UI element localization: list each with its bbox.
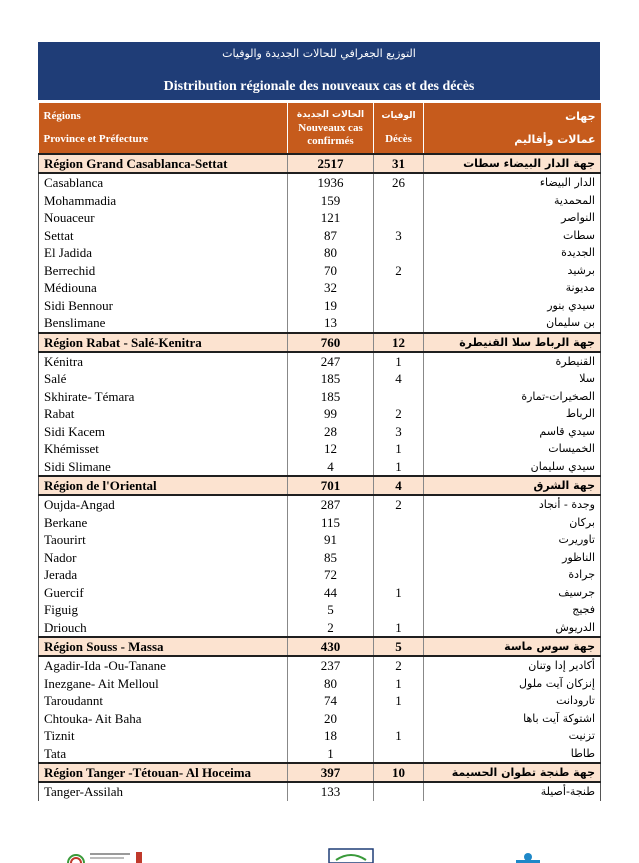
province-row bbox=[39, 227, 601, 245]
name-arabic-cell: الرباط bbox=[424, 405, 601, 423]
name-cell: Settat bbox=[39, 227, 288, 245]
name-arabic-cell: الصخيرات-تمارة bbox=[424, 388, 601, 406]
title-french: Distribution régionale des nouveaux cas et des décès bbox=[163, 79, 475, 94]
cases-cell: 74 bbox=[288, 692, 374, 710]
name-arabic-cell: سيدي بنور bbox=[424, 297, 601, 315]
name-arabic-cell: النواصر bbox=[424, 209, 601, 227]
deaths-cell: 1 bbox=[374, 440, 424, 458]
name-cell: Guercif bbox=[39, 584, 288, 602]
header-new-cases: الحالات الجديدة Nouveaux cas confirmés bbox=[288, 103, 374, 154]
deaths-cell bbox=[374, 209, 424, 227]
name-cell: Tiznit bbox=[39, 727, 288, 745]
name-arabic-cell: وجدة - أنجاد bbox=[424, 495, 601, 514]
province-row bbox=[39, 279, 601, 297]
name-cell: Casablanca bbox=[39, 173, 288, 192]
header-regions-arabic: جهات عمالات وأقاليم bbox=[424, 103, 601, 154]
deaths-cell: 1 bbox=[374, 352, 424, 371]
regional-distribution-table bbox=[38, 103, 601, 801]
name-arabic-cell: تارودانت bbox=[424, 692, 601, 710]
deaths-cell: 2 bbox=[374, 405, 424, 423]
name-arabic-cell: أكادير إدا وتنان bbox=[424, 656, 601, 675]
deaths-cell: 2 bbox=[374, 495, 424, 514]
name-arabic-cell: جهة طنجة تطوان الحسيمة bbox=[424, 763, 601, 782]
header-deaths: الوفيات Décès bbox=[374, 103, 424, 154]
province-row bbox=[39, 514, 601, 532]
province-row bbox=[39, 370, 601, 388]
deaths-cell: 1 bbox=[374, 692, 424, 710]
name-cell: Khémisset bbox=[39, 440, 288, 458]
name-arabic-cell: طنجة-أصيلة bbox=[424, 782, 601, 801]
name-arabic-cell: الناظور bbox=[424, 549, 601, 567]
cases-cell: 237 bbox=[288, 656, 374, 675]
name-arabic-cell: الخميسات bbox=[424, 440, 601, 458]
name-cell: Région Grand Casablanca-Settat bbox=[39, 154, 288, 173]
cases-cell: 121 bbox=[288, 209, 374, 227]
name-cell: Oujda-Angad bbox=[39, 495, 288, 514]
partner-logo-icon bbox=[508, 848, 548, 863]
province-row bbox=[39, 297, 601, 315]
province-row bbox=[39, 173, 601, 192]
province-row bbox=[39, 495, 601, 514]
name-cell: Taroudannt bbox=[39, 692, 288, 710]
name-cell: Jerada bbox=[39, 566, 288, 584]
cases-cell: 85 bbox=[288, 549, 374, 567]
cases-cell: 80 bbox=[288, 244, 374, 262]
ministry-logo-icon bbox=[62, 848, 152, 863]
name-arabic-cell: جهة سوس ماسة bbox=[424, 637, 601, 656]
deaths-cell bbox=[374, 745, 424, 764]
name-arabic-cell: فجيج bbox=[424, 601, 601, 619]
province-row bbox=[39, 727, 601, 745]
deaths-cell bbox=[374, 244, 424, 262]
province-row bbox=[39, 619, 601, 638]
name-arabic-cell: المحمدية bbox=[424, 192, 601, 210]
deaths-cell: 4 bbox=[374, 476, 424, 495]
deaths-cell bbox=[374, 782, 424, 801]
region-row bbox=[39, 763, 601, 782]
cases-cell: 20 bbox=[288, 710, 374, 728]
cases-cell: 2 bbox=[288, 619, 374, 638]
cases-cell: 185 bbox=[288, 388, 374, 406]
province-row bbox=[39, 458, 601, 477]
deaths-cell bbox=[374, 192, 424, 210]
deaths-cell bbox=[374, 514, 424, 532]
province-row bbox=[39, 244, 601, 262]
name-arabic-cell: برشيد bbox=[424, 262, 601, 280]
cases-cell: 760 bbox=[288, 333, 374, 352]
province-row bbox=[39, 405, 601, 423]
province-row bbox=[39, 710, 601, 728]
deaths-cell bbox=[374, 549, 424, 567]
cases-cell: 4 bbox=[288, 458, 374, 477]
name-arabic-cell: سطات bbox=[424, 227, 601, 245]
region-row bbox=[39, 476, 601, 495]
name-cell: Benslimane bbox=[39, 314, 288, 333]
province-row bbox=[39, 782, 601, 801]
deaths-cell bbox=[374, 566, 424, 584]
cases-cell: 80 bbox=[288, 675, 374, 693]
province-row bbox=[39, 352, 601, 371]
province-row bbox=[39, 423, 601, 441]
cases-cell: 159 bbox=[288, 192, 374, 210]
province-row bbox=[39, 675, 601, 693]
deaths-cell: 10 bbox=[374, 763, 424, 782]
name-arabic-cell: الدار البيضاء bbox=[424, 173, 601, 192]
province-row bbox=[39, 531, 601, 549]
deaths-cell bbox=[374, 531, 424, 549]
name-cell: Berrechid bbox=[39, 262, 288, 280]
name-cell: Salé bbox=[39, 370, 288, 388]
province-row bbox=[39, 584, 601, 602]
name-arabic-cell: جهة الشرق bbox=[424, 476, 601, 495]
cases-cell: 28 bbox=[288, 423, 374, 441]
cases-cell: 287 bbox=[288, 495, 374, 514]
name-arabic-cell: القنيطرة bbox=[424, 352, 601, 371]
cases-cell: 87 bbox=[288, 227, 374, 245]
province-row bbox=[39, 745, 601, 764]
name-cell: Driouch bbox=[39, 619, 288, 638]
deaths-cell: 3 bbox=[374, 227, 424, 245]
cases-cell: 397 bbox=[288, 763, 374, 782]
deaths-cell bbox=[374, 710, 424, 728]
province-row bbox=[39, 692, 601, 710]
name-cell: Skhirate- Témara bbox=[39, 388, 288, 406]
deaths-cell: 2 bbox=[374, 262, 424, 280]
name-cell: Rabat bbox=[39, 405, 288, 423]
name-cell: Région Souss - Massa bbox=[39, 637, 288, 656]
cases-cell: 13 bbox=[288, 314, 374, 333]
cases-cell: 99 bbox=[288, 405, 374, 423]
name-arabic-cell: جهة الرباط سلا القنيطرة bbox=[424, 333, 601, 352]
deaths-cell: 1 bbox=[374, 458, 424, 477]
name-cell: Tanger-Assilah bbox=[39, 782, 288, 801]
title-banner bbox=[38, 42, 600, 100]
name-cell: Sidi Slimane bbox=[39, 458, 288, 477]
province-row bbox=[39, 388, 601, 406]
cases-cell: 91 bbox=[288, 531, 374, 549]
cases-cell: 70 bbox=[288, 262, 374, 280]
cases-cell: 44 bbox=[288, 584, 374, 602]
name-arabic-cell: سيدي قاسم bbox=[424, 423, 601, 441]
province-row bbox=[39, 314, 601, 333]
deaths-cell bbox=[374, 601, 424, 619]
title-arabic: التوزيع الجغرافي للحالات الجديدة والوفيات bbox=[222, 47, 416, 60]
deaths-cell: 1 bbox=[374, 619, 424, 638]
deaths-cell: 12 bbox=[374, 333, 424, 352]
cases-cell: 133 bbox=[288, 782, 374, 801]
deaths-cell: 1 bbox=[374, 675, 424, 693]
deaths-cell: 5 bbox=[374, 637, 424, 656]
name-cell: Sidi Kacem bbox=[39, 423, 288, 441]
name-arabic-cell: سيدي سليمان bbox=[424, 458, 601, 477]
region-row bbox=[39, 154, 601, 173]
cases-cell: 72 bbox=[288, 566, 374, 584]
cases-cell: 1936 bbox=[288, 173, 374, 192]
name-cell: Région de l'Oriental bbox=[39, 476, 288, 495]
cases-cell: 12 bbox=[288, 440, 374, 458]
province-row bbox=[39, 440, 601, 458]
province-row bbox=[39, 549, 601, 567]
name-arabic-cell: مديونة bbox=[424, 279, 601, 297]
name-cell: Agadir-Ida -Ou-Tanane bbox=[39, 656, 288, 675]
name-arabic-cell: بن سليمان bbox=[424, 314, 601, 333]
name-arabic-cell: بركان bbox=[424, 514, 601, 532]
name-arabic-cell: جرسيف bbox=[424, 584, 601, 602]
name-cell: Médiouna bbox=[39, 279, 288, 297]
name-cell: Figuig bbox=[39, 601, 288, 619]
province-row bbox=[39, 192, 601, 210]
province-row bbox=[39, 656, 601, 675]
region-row bbox=[39, 333, 601, 352]
deaths-cell: 1 bbox=[374, 584, 424, 602]
name-arabic-cell: جرادة bbox=[424, 566, 601, 584]
cases-cell: 430 bbox=[288, 637, 374, 656]
name-arabic-cell: طاطا bbox=[424, 745, 601, 764]
province-row bbox=[39, 566, 601, 584]
name-cell: Chtouka- Ait Baha bbox=[39, 710, 288, 728]
name-cell: Tata bbox=[39, 745, 288, 764]
deaths-cell: 4 bbox=[374, 370, 424, 388]
name-cell: El Jadida bbox=[39, 244, 288, 262]
health-logo-icon bbox=[328, 848, 374, 863]
name-cell: Nador bbox=[39, 549, 288, 567]
name-cell: Kénitra bbox=[39, 352, 288, 371]
name-cell: Sidi Bennour bbox=[39, 297, 288, 315]
deaths-cell bbox=[374, 314, 424, 333]
name-cell: Taourirt bbox=[39, 531, 288, 549]
name-arabic-cell: إنزكان آيت ملول bbox=[424, 675, 601, 693]
cases-cell: 32 bbox=[288, 279, 374, 297]
deaths-cell: 31 bbox=[374, 154, 424, 173]
deaths-cell bbox=[374, 388, 424, 406]
cases-cell: 2517 bbox=[288, 154, 374, 173]
province-row bbox=[39, 209, 601, 227]
deaths-cell: 3 bbox=[374, 423, 424, 441]
deaths-cell bbox=[374, 297, 424, 315]
name-arabic-cell: الجديدة bbox=[424, 244, 601, 262]
province-row bbox=[39, 262, 601, 280]
name-cell: Berkane bbox=[39, 514, 288, 532]
deaths-cell: 1 bbox=[374, 727, 424, 745]
region-row bbox=[39, 637, 601, 656]
deaths-cell: 2 bbox=[374, 656, 424, 675]
header-regions: Régions Province et Préfecture bbox=[39, 103, 288, 154]
cases-cell: 701 bbox=[288, 476, 374, 495]
name-arabic-cell: جهة الدار البيضاء سطات bbox=[424, 154, 601, 173]
name-arabic-cell: اشتوكة آيت باها bbox=[424, 710, 601, 728]
name-cell: Région Tanger -Tétouan- Al Hoceima bbox=[39, 763, 288, 782]
cases-cell: 115 bbox=[288, 514, 374, 532]
cases-cell: 5 bbox=[288, 601, 374, 619]
name-arabic-cell: تزنيت bbox=[424, 727, 601, 745]
name-cell: Inezgane- Ait Melloul bbox=[39, 675, 288, 693]
name-cell: Mohammadia bbox=[39, 192, 288, 210]
name-cell: Nouaceur bbox=[39, 209, 288, 227]
cases-cell: 185 bbox=[288, 370, 374, 388]
name-arabic-cell: الدريوش bbox=[424, 619, 601, 638]
cases-cell: 19 bbox=[288, 297, 374, 315]
deaths-cell: 26 bbox=[374, 173, 424, 192]
cases-cell: 18 bbox=[288, 727, 374, 745]
name-arabic-cell: سلا bbox=[424, 370, 601, 388]
province-row bbox=[39, 601, 601, 619]
cases-cell: 1 bbox=[288, 745, 374, 764]
name-arabic-cell: تاوريرت bbox=[424, 531, 601, 549]
deaths-cell bbox=[374, 279, 424, 297]
cases-cell: 247 bbox=[288, 352, 374, 371]
table-header-row bbox=[39, 103, 601, 154]
name-cell: Région Rabat - Salé-Kenitra bbox=[39, 333, 288, 352]
